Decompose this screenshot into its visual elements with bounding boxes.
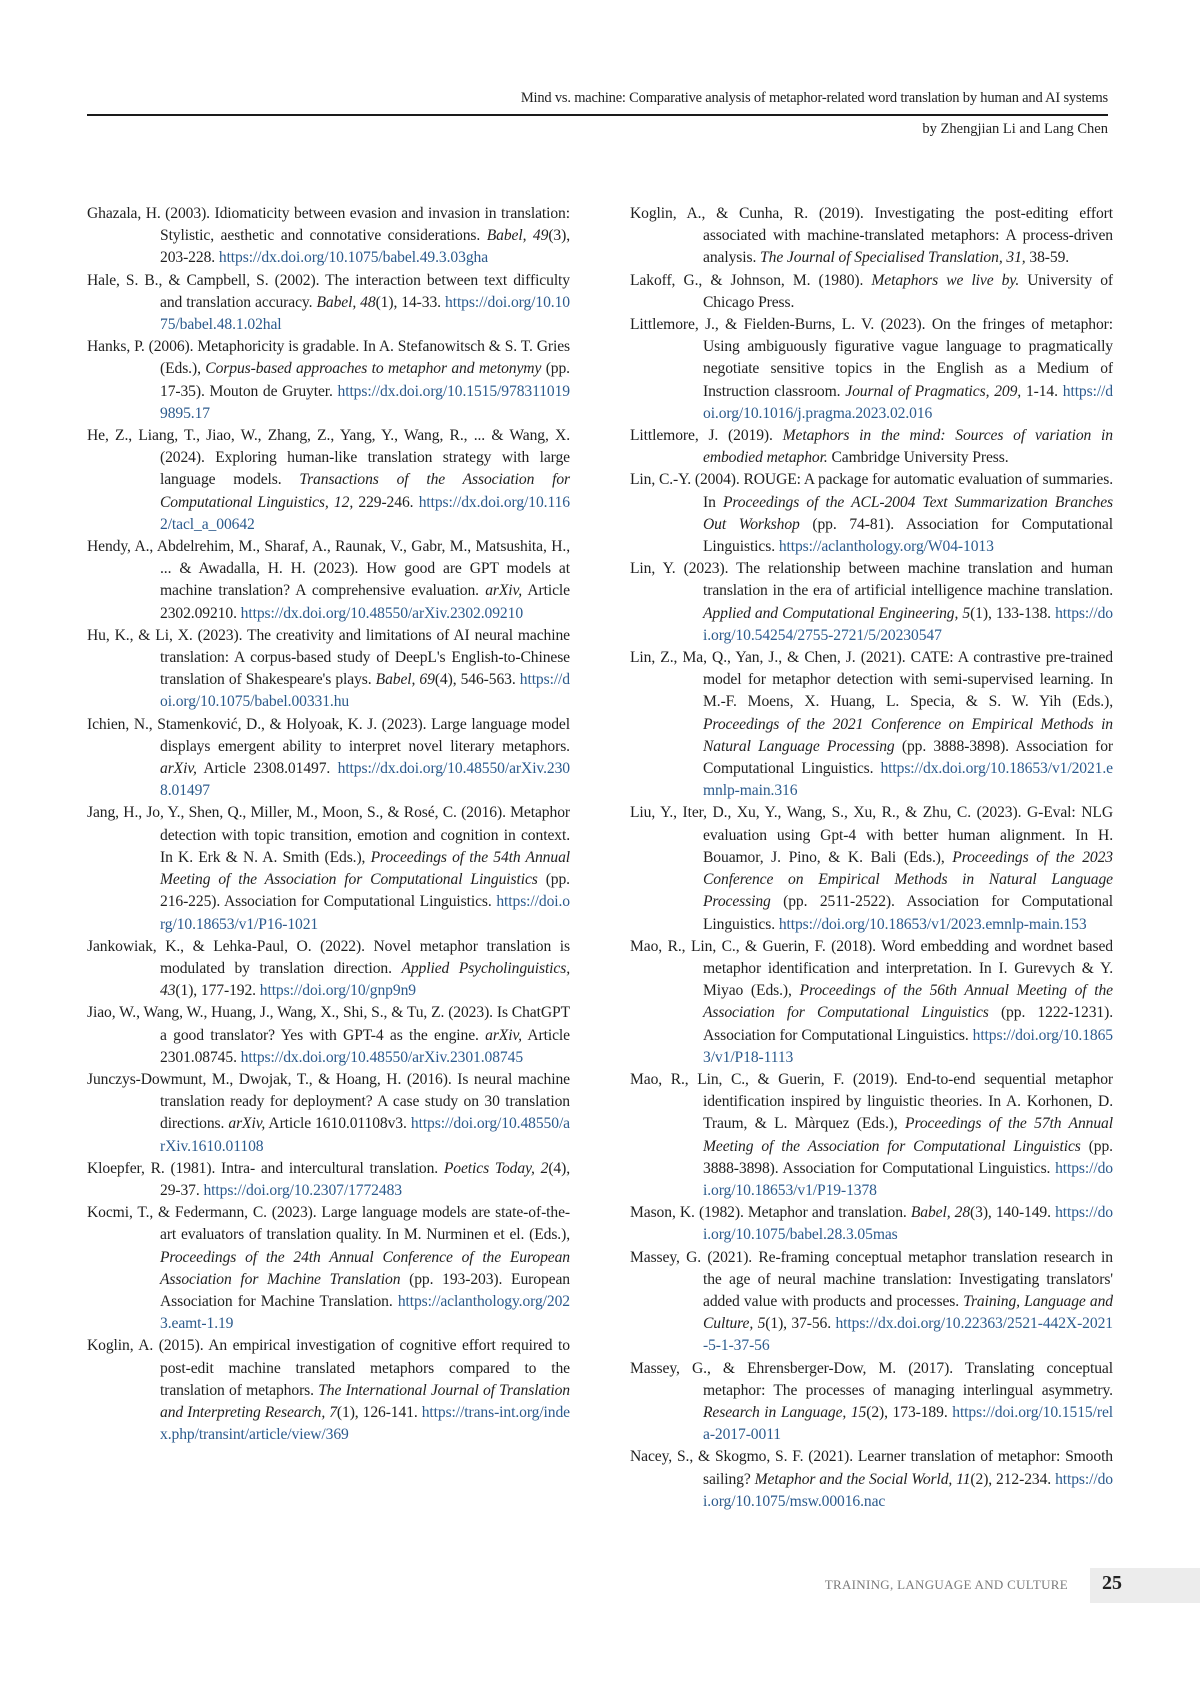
reference-text: 38-59. bbox=[1025, 249, 1070, 267]
reference-source-title: Babel, 28 bbox=[910, 1204, 971, 1222]
reference-source-title: Babel, 48 bbox=[316, 293, 376, 311]
reference-doi-link[interactable]: https://trans-int.org/index.php/transint/article/view/369 bbox=[160, 1403, 571, 1444]
reference-source-title: The Journal of Specialised Translation, 31, bbox=[760, 249, 1026, 267]
reference-text: He, Z., Liang, T., Jiao, W., Zhang, Z., Yang, Y., Wang, R., ... & Wang, X. (2024). Exploring human-like translation strategy with large language models. bbox=[87, 427, 570, 489]
reference-text: Article 1610.01108v3. bbox=[265, 1115, 411, 1133]
reference-text: Mason, K. (1982). Metaphor and translation. bbox=[630, 1204, 911, 1222]
reference-text: Lin, C.-Y. (2004). ROUGE: A package for automatic evaluation of summaries. In bbox=[630, 471, 1113, 511]
reference-text: (pp. 193-203). European Association for Machine Translation. bbox=[160, 1270, 570, 1310]
reference-entry bbox=[87, 802, 570, 935]
reference-text: (2), 212-234. bbox=[970, 1470, 1056, 1488]
reference-entry bbox=[87, 1002, 570, 1069]
reference-text: Koglin, A. (2015). An empirical investigation of cognitive effort required to post-edit machine translated metaphors compared to the translation of metaphors. bbox=[87, 1337, 570, 1399]
reference-source-title: arXiv, bbox=[485, 1026, 522, 1044]
reference-doi-link[interactable]: https://doi.org/10.1075/babel.00331.hu bbox=[160, 671, 570, 711]
reference-text: Kloepfer, R. (1981). Intra- and intercultural translation. bbox=[87, 1159, 444, 1177]
references-left-column bbox=[87, 203, 570, 1446]
reference-text: (1), 14-33. bbox=[375, 293, 446, 311]
reference-text: (pp. 3888-3898). Association for Computational Linguistics. bbox=[703, 1137, 1113, 1177]
reference-source-title: Corpus-based approaches to metaphor and metonymy bbox=[205, 360, 542, 378]
reference-entry bbox=[87, 336, 570, 425]
reference-text: Jiao, W., Wang, W., Huang, J., Wang, X., Shi, S., & Tu, Z. (2023). Is ChatGPT a good translator? Yes with GPT-4 as the engine. bbox=[87, 1004, 570, 1044]
reference-doi-link[interactable]: https://aclanthology.org/W04-1013 bbox=[778, 538, 994, 556]
reference-text: Lakoff, G., & Johnson, M. (1980). bbox=[630, 271, 872, 289]
reference-entry bbox=[87, 1335, 570, 1446]
reference-source-title: Transactions of the Association for Computational Linguistics, 12, bbox=[160, 471, 571, 511]
reference-text: (pp. 17-35). Mouton de Gruyter. bbox=[160, 360, 570, 400]
reference-source-title: Metaphor and the Social World, 11 bbox=[754, 1470, 971, 1488]
reference-text: (1), 177-192. bbox=[175, 982, 260, 1000]
running-header-title: Mind vs. machine: Comparative analysis of metaphor-related word translation by human and AI systems bbox=[520, 90, 1108, 106]
reference-text: Hanks, P. (2006). Metaphoricity is gradable. In A. Stefanowitsch & S. T. Gries (Eds.), bbox=[87, 338, 570, 378]
reference-text: (3), 203-228. bbox=[160, 227, 570, 267]
reference-text: Hale, S. B., & Campbell, S. (2002). The interaction between text difficulty and translation accuracy. bbox=[87, 271, 570, 311]
reference-source-title: Journal of Pragmatics, 209, bbox=[845, 382, 1022, 400]
reference-doi-link[interactable]: https://aclanthology.org/2023.eamt-1.19 bbox=[160, 1292, 570, 1333]
reference-source-title: Research in Language, 15 bbox=[703, 1403, 867, 1421]
reference-text: 1-14. bbox=[1021, 382, 1063, 400]
reference-entry bbox=[87, 936, 570, 1003]
reference-text: Lin, Y. (2023). The relationship between machine translation and human translation in the era of artificial intelligence machine translation. bbox=[630, 560, 1113, 600]
page-number: 25 bbox=[1102, 1572, 1122, 1594]
reference-source-title: Babel, 49 bbox=[486, 227, 549, 245]
reference-text: Koglin, A., & Cunha, R. (2019). Investigating the post-editing effort associated with machine-translated metaphors: A process-driven analysis. bbox=[630, 205, 1113, 267]
reference-doi-link[interactable]: https://doi.org/10.1075/babel.48.1.02hal bbox=[160, 293, 570, 334]
reference-text: Littlemore, J., & Fielden-Burns, L. V. (2023). On the fringes of metaphor: Using ambiguously figurative vague language to pragmatically negotiate sensitive topics in the English as a Medium of Instruction classroom. bbox=[630, 316, 1113, 400]
reference-source-title: arXiv, bbox=[228, 1115, 266, 1133]
reference-entry bbox=[630, 1202, 1113, 1246]
reference-entry bbox=[630, 469, 1113, 558]
reference-source-title: arXiv, bbox=[485, 582, 522, 600]
reference-source-title: Proceedings of the 24th Annual Conference of the European Association for Machine Translation bbox=[160, 1248, 570, 1288]
reference-entry bbox=[630, 647, 1113, 802]
reference-entry bbox=[630, 270, 1113, 314]
reference-text: Lin, Z., Ma, Q., Yan, J., & Chen, J. (2021). CATE: A contrastive pre-trained model for metaphor detection with semi-supervised learning. In M.-F. Moens, X. Huang, L. Specia, & S. W. Yih (Eds.), bbox=[630, 649, 1113, 711]
header-divider bbox=[87, 114, 1108, 116]
reference-text: Junczys-Dowmunt, M., Dwojak, T., & Hoang, H. (2016). Is neural machine translation ready for deployment? A case study on 30 translation directions. bbox=[87, 1070, 570, 1133]
reference-source-title: Proceedings of the 2021 Conference on Empirical Methods in Natural Language Processing bbox=[703, 715, 1113, 755]
reference-text: Article 2308.01497. bbox=[196, 760, 338, 778]
reference-text: Liu, Y., Iter, D., Xu, Y., Wang, S., Xu, R., & Zhu, C. (2023). G-Eval: NLG evaluation using Gpt-4 with better human alignment. In H. Bouamor, J. Pino, & K. Bali (Eds.), bbox=[630, 804, 1113, 866]
reference-doi-link[interactable]: https://dx.doi.org/10.1515/9783110199895.17 bbox=[160, 382, 570, 422]
reference-doi-link[interactable]: https://doi.org/10.18653/v1/P16-1021 bbox=[160, 893, 570, 933]
reference-text: (4), 546-563. bbox=[434, 671, 520, 689]
reference-text: Nacey, S., & Skogmo, S. F. (2021). Learner translation of metaphor: Smooth sailing? bbox=[630, 1448, 1113, 1488]
reference-entry bbox=[630, 1446, 1113, 1513]
reference-text: (3), 140-149. bbox=[970, 1204, 1056, 1222]
reference-entry bbox=[630, 203, 1113, 270]
reference-entry bbox=[630, 425, 1113, 469]
reference-entry bbox=[87, 714, 570, 803]
reference-text: (pp. 1222-1231). Association for Computational Linguistics. bbox=[703, 1004, 1113, 1044]
reference-text: Jankowiak, K., & Lehka-Paul, O. (2022). Novel metaphor translation is modulated by translation direction. bbox=[87, 937, 570, 977]
reference-text: Article 2301.08745. bbox=[160, 1026, 570, 1066]
reference-doi-link[interactable]: https://doi.org/10.1075/babel.28.3.05mas bbox=[703, 1204, 1113, 1244]
references-right-column bbox=[630, 203, 1113, 1513]
reference-text: Kocmi, T., & Federmann, C. (2023). Large language models are state-of-the-art evaluators of translation quality. In M. Nurminen et el. (Eds.), bbox=[87, 1204, 570, 1244]
reference-text: (4), 29-37. bbox=[160, 1159, 571, 1199]
reference-text: Hu, K., & Li, X. (2023). The creativity and limitations of AI neural machine translation: A corpus-based study of DeepL's English-to-Chinese translation of Shakespeare's plays. bbox=[87, 626, 570, 689]
reference-text: Ghazala, H. (2003). Idiomaticity between evasion and invasion in translation: Stylistic, aesthetic and connotative considerations. bbox=[87, 205, 570, 245]
reference-entry bbox=[87, 1202, 570, 1335]
reference-doi-link[interactable]: https://dx.doi.org/10.48550/arXiv.2301.08745 bbox=[240, 1048, 524, 1066]
reference-text: (2), 173-189. bbox=[866, 1403, 953, 1421]
reference-doi-link[interactable]: https://dx.doi.org/10.48550/arXiv.2308.01497 bbox=[160, 760, 570, 800]
reference-source-title: Proceedings of the 2023 Conference on Empirical Methods in Natural Language Processing bbox=[703, 848, 1113, 911]
reference-entry bbox=[87, 536, 570, 625]
reference-source-title: The International Journal of Translation and Interpreting Research, 7 bbox=[160, 1381, 570, 1421]
reference-source-title: Proceedings of the 57th Annual Meeting of the Association for Computational Linguistics bbox=[703, 1115, 1113, 1155]
reference-doi-link[interactable]: https://dx.doi.org/10.1075/babel.49.3.03gha bbox=[218, 249, 489, 267]
reference-entry bbox=[87, 203, 570, 270]
reference-entry bbox=[87, 425, 570, 536]
reference-text: (pp. 3888-3898). Association for Computational Linguistics. bbox=[703, 737, 1114, 778]
reference-source-title: Proceedings of the 54th Annual Meeting of the Association for Computational Linguistics bbox=[160, 848, 570, 889]
reference-entry bbox=[630, 1358, 1113, 1447]
reference-source-title: Poetics Today, 2 bbox=[443, 1159, 549, 1177]
reference-doi-link[interactable]: https://dx.doi.org/10.1162/tacl_a_00642 bbox=[160, 493, 570, 533]
reference-doi-link[interactable]: https://doi.org/10/gnp9n9 bbox=[259, 982, 416, 1000]
reference-doi-link[interactable]: https://doi.org/10.1515/rela-2017-0011 bbox=[703, 1403, 1113, 1444]
reference-doi-link[interactable]: https://doi.org/10.18653/v1/2023.emnlp-main.153 bbox=[778, 915, 1087, 933]
reference-text: (pp. 2511-2522). Association for Computational Linguistics. bbox=[703, 893, 1113, 933]
reference-source-title: Metaphors we live by. bbox=[871, 271, 1020, 289]
reference-entry bbox=[630, 1069, 1113, 1202]
reference-text: Mao, R., Lin, C., & Guerin, F. (2019). End-to-end sequential metaphor identification inspired by linguistic theories. In A. Korhonen, D. Traum, & L. Màrquez (Eds.), bbox=[630, 1070, 1113, 1133]
reference-text: Article 2302.09210. bbox=[160, 582, 570, 622]
reference-text: Mao, R., Lin, C., & Guerin, F. (2018). Word embedding and wordnet based metaphor identification and interpretation. In I. Gurevych & Y. Miyao (Eds.), bbox=[630, 937, 1113, 1000]
reference-text: (pp. 216-225). Association for Computational Linguistics. bbox=[160, 871, 570, 911]
reference-source-title: Proceedings of the ACL-2004 Text Summarization Branches Out Workshop bbox=[703, 493, 1113, 533]
running-header-authors: by Zhengjian Li and Lang Chen bbox=[922, 121, 1108, 137]
reference-entry bbox=[630, 558, 1113, 647]
reference-source-title: arXiv, bbox=[160, 760, 197, 778]
reference-entry bbox=[87, 625, 570, 714]
reference-source-title: Training, Language and Culture, 5 bbox=[703, 1292, 1114, 1333]
reference-doi-link[interactable]: https://dx.doi.org/10.48550/arXiv.2302.09210 bbox=[240, 604, 524, 622]
reference-doi-link[interactable]: https://doi.org/10.18653/v1/P18-1113 bbox=[703, 1026, 1113, 1066]
reference-doi-link[interactable]: https://doi.org/10.1075/msw.00016.nac bbox=[703, 1470, 1113, 1510]
reference-doi-link[interactable]: https://doi.org/10.1016/j.pragma.2023.02.016 bbox=[703, 382, 1113, 422]
reference-text: Littlemore, J. (2019). bbox=[630, 427, 783, 445]
reference-text: 229-246. bbox=[353, 493, 419, 511]
reference-source-title: Proceedings of the 56th Annual Meeting of the Association for Computational Linguistics bbox=[703, 982, 1114, 1022]
reference-doi-link[interactable]: https://doi.org/10.48550/arXiv.1610.01108 bbox=[160, 1115, 571, 1155]
reference-doi-link[interactable]: https://doi.org/10.2307/1772483 bbox=[203, 1181, 402, 1199]
reference-doi-link[interactable]: https://doi.org/10.18653/v1/P19-1378 bbox=[703, 1159, 1113, 1199]
reference-doi-link[interactable]: https://dx.doi.org/10.22363/2521-442X-2021-5-1-37-56 bbox=[703, 1315, 1113, 1355]
reference-source-title: Applied and Computational Engineering, 5 bbox=[703, 604, 971, 622]
reference-entry bbox=[630, 314, 1113, 425]
reference-entry bbox=[630, 1247, 1113, 1358]
reference-text: Massey, G., & Ehrensberger-Dow, M. (2017). Translating conceptual metaphor: The processes of managing interlingual asymmetry. bbox=[630, 1359, 1113, 1399]
reference-text: Cambridge University Press. bbox=[827, 449, 1009, 467]
reference-entry bbox=[87, 1069, 570, 1158]
reference-text: (pp. 74-81). Association for Computational Linguistics. bbox=[703, 515, 1113, 556]
reference-text: Hendy, A., Abdelrehim, M., Sharaf, A., Raunak, V., Gabr, M., Matsushita, H., ... & Awadalla, H. H. (2023). How good are GPT models at machine translation? A comprehensive evaluation. bbox=[87, 538, 570, 600]
reference-text: (1), 126-141. bbox=[336, 1403, 422, 1421]
reference-doi-link[interactable]: https://dx.doi.org/10.18653/v1/2021.emnlp-main.316 bbox=[703, 760, 1113, 800]
footer-journal-name: TRAINING, LANGUAGE AND CULTURE bbox=[824, 1577, 1068, 1592]
reference-text: Jang, H., Jo, Y., Shen, Q., Miller, M., Moon, S., & Rosé, C. (2016). Metaphor detection with topic transition, emotion and cognition in context. In K. Erk & N. A. Smith (Eds.), bbox=[87, 804, 570, 866]
reference-entry bbox=[630, 802, 1113, 935]
reference-doi-link[interactable]: https://doi.org/10.54254/2755-2721/5/20230547 bbox=[703, 604, 1113, 644]
reference-text: University of Chicago Press. bbox=[703, 271, 1114, 311]
reference-text: Ichien, N., Stamenković, D., & Holyoak, K. J. (2023). Large language model displays emergent ability to interpret novel literary metaphors. bbox=[87, 715, 570, 755]
reference-text: Massey, G. (2021). Re-framing conceptual metaphor translation research in the age of neural machine translation: Investigating translators' added value with products and processes. bbox=[630, 1248, 1113, 1310]
reference-text: (1), 133-138. bbox=[970, 604, 1056, 622]
reference-text: (1), 37-56. bbox=[765, 1315, 836, 1333]
reference-source-title: Babel, 69 bbox=[375, 671, 435, 689]
reference-entry bbox=[630, 936, 1113, 1069]
reference-source-title: Applied Psycholinguistics, 43 bbox=[160, 959, 570, 1000]
reference-entry bbox=[87, 1158, 570, 1202]
reference-entry bbox=[87, 270, 570, 337]
reference-source-title: Metaphors in the mind: Sources of variation in embodied metaphor. bbox=[703, 427, 1113, 467]
